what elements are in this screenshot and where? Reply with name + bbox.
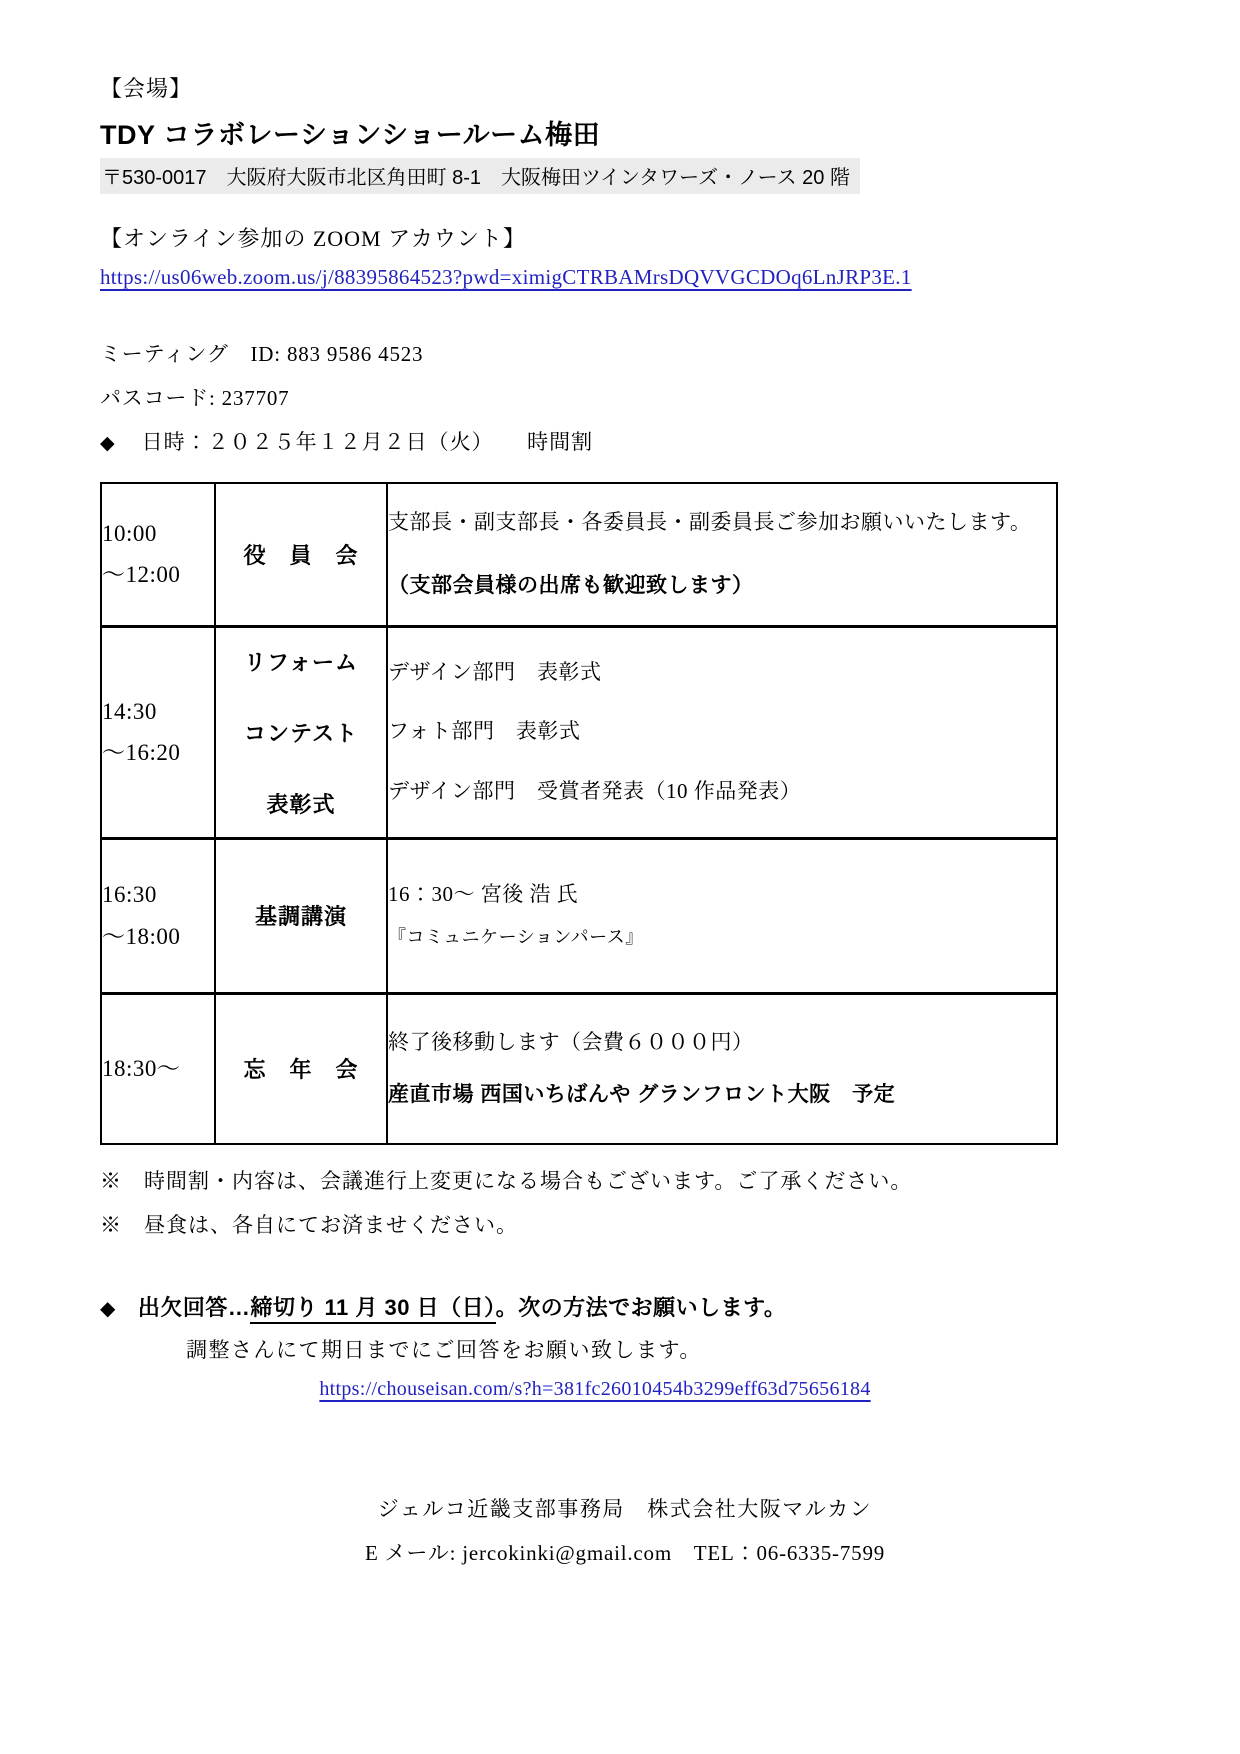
detail-line: 16：30～ 宮後 浩 氏 bbox=[388, 882, 579, 907]
table-row-yakuinkai bbox=[101, 483, 1057, 626]
time-end: ～16:20 bbox=[102, 740, 181, 765]
event-cell bbox=[215, 838, 387, 993]
rsvp-heading-prefix: 出欠回答… bbox=[137, 1295, 251, 1320]
event-cell bbox=[215, 626, 387, 838]
detail-line: （支部会員様の出席も歓迎致します） bbox=[388, 574, 754, 598]
detail-line: 支部長・副支部長・各委員長・副委員長ご参加お願いいたします。 bbox=[388, 509, 1032, 534]
event-name: 忘 年 会 bbox=[243, 1057, 359, 1083]
time-end: ～12:00 bbox=[102, 562, 181, 588]
time-start: 18:30～ bbox=[102, 1056, 181, 1082]
time-end: ～18:00 bbox=[102, 923, 181, 949]
detail-line: デザイン部門 表彰式 bbox=[388, 660, 602, 685]
note-lunch: ※ 昼食は、各自にてお済ませください。 bbox=[100, 1213, 518, 1237]
detail-cell bbox=[387, 993, 1057, 1144]
event-name: 表彰式 bbox=[266, 791, 336, 817]
chouseisan-link[interactable]: https://chouseisan.com/s?h=381fc26010454b3299eff63d75656184 bbox=[319, 1378, 871, 1400]
venue-address: 〒530-0017 大阪府大阪市北区角田町 8-1 大阪梅田ツインタワーズ・ノース 20 階 bbox=[100, 158, 860, 194]
rsvp-deadline: 締切り 11 月 30 日（日） bbox=[250, 1295, 495, 1324]
zoom-meeting-link[interactable]: https://us06web.zoom.us/j/88395864523?pwd=ximigCTRBAMrsDQVVGCDOq6LnJRP3E.1 bbox=[100, 265, 912, 289]
venue-name: TDY コラボレーションショールーム梅田 bbox=[100, 120, 601, 150]
venue-section-label: 【会場】 bbox=[100, 76, 193, 101]
time-start: 14:30 bbox=[102, 698, 157, 724]
time-cell bbox=[101, 838, 215, 993]
event-name: 役 員 会 bbox=[243, 542, 359, 568]
time-cell bbox=[101, 626, 215, 838]
note-schedule-change: ※ 時間割・内容は、会議進行上変更になる場合もございます。ご了承ください。 bbox=[100, 1169, 913, 1193]
detail-cell bbox=[387, 838, 1057, 993]
detail-line: フォト部門 表彰式 bbox=[388, 719, 581, 744]
passcode: パスコード: 237707 bbox=[100, 386, 290, 410]
rsvp-instruction: 調整さんにて期日までにご回答をお願い致します。 bbox=[186, 1338, 702, 1362]
zoom-section-label: 【オンライン参加の ZOOM アカウント】 bbox=[100, 226, 526, 251]
footer-contact: E メール: jercokinki@gmail.com TEL：06-6335-7599 bbox=[364, 1541, 886, 1565]
event-cell bbox=[215, 483, 387, 626]
rsvp-heading bbox=[100, 1291, 1150, 1322]
date-line bbox=[100, 426, 1150, 456]
time-cell bbox=[101, 483, 215, 626]
detail-cell bbox=[387, 483, 1057, 626]
event-name: コンテスト bbox=[243, 720, 359, 746]
time-start: 10:00 bbox=[102, 520, 157, 546]
rsvp-heading-suffix: 。次の方法でお願いします。 bbox=[495, 1295, 787, 1320]
event-cell bbox=[215, 993, 387, 1144]
event-name: 基調講演 bbox=[254, 904, 347, 929]
diamond-bullet-icon: ◆ bbox=[100, 433, 116, 454]
time-cell bbox=[101, 993, 215, 1144]
detail-line: 終了後移動します（会費６０００円） bbox=[388, 1030, 754, 1055]
meeting-id: ミーティング ID: 883 9586 4523 bbox=[100, 342, 424, 366]
detail-line: 産直市場 西国いちばんや グランフロント大阪 予定 bbox=[388, 1082, 896, 1106]
detail-line: 『コミュニケーションパース』 bbox=[388, 927, 644, 948]
schedule-table bbox=[100, 482, 1058, 1145]
table-row-bonenkai bbox=[101, 993, 1057, 1144]
date-text: 日時：２０２５年１２月２日（火） 時間割 bbox=[141, 430, 594, 454]
time-start: 16:30 bbox=[102, 882, 157, 908]
table-row-reform-contest bbox=[101, 626, 1057, 838]
footer-office: ジェルコ近畿支部事務局 株式会社大阪マルカン bbox=[377, 1497, 873, 1521]
diamond-bullet-icon: ◆ bbox=[100, 1298, 116, 1320]
detail-line: デザイン部門 受賞者発表（10 作品発表） bbox=[388, 778, 802, 803]
event-name: リフォーム bbox=[244, 649, 358, 675]
table-row-keynote bbox=[101, 838, 1057, 993]
detail-cell bbox=[387, 626, 1057, 838]
